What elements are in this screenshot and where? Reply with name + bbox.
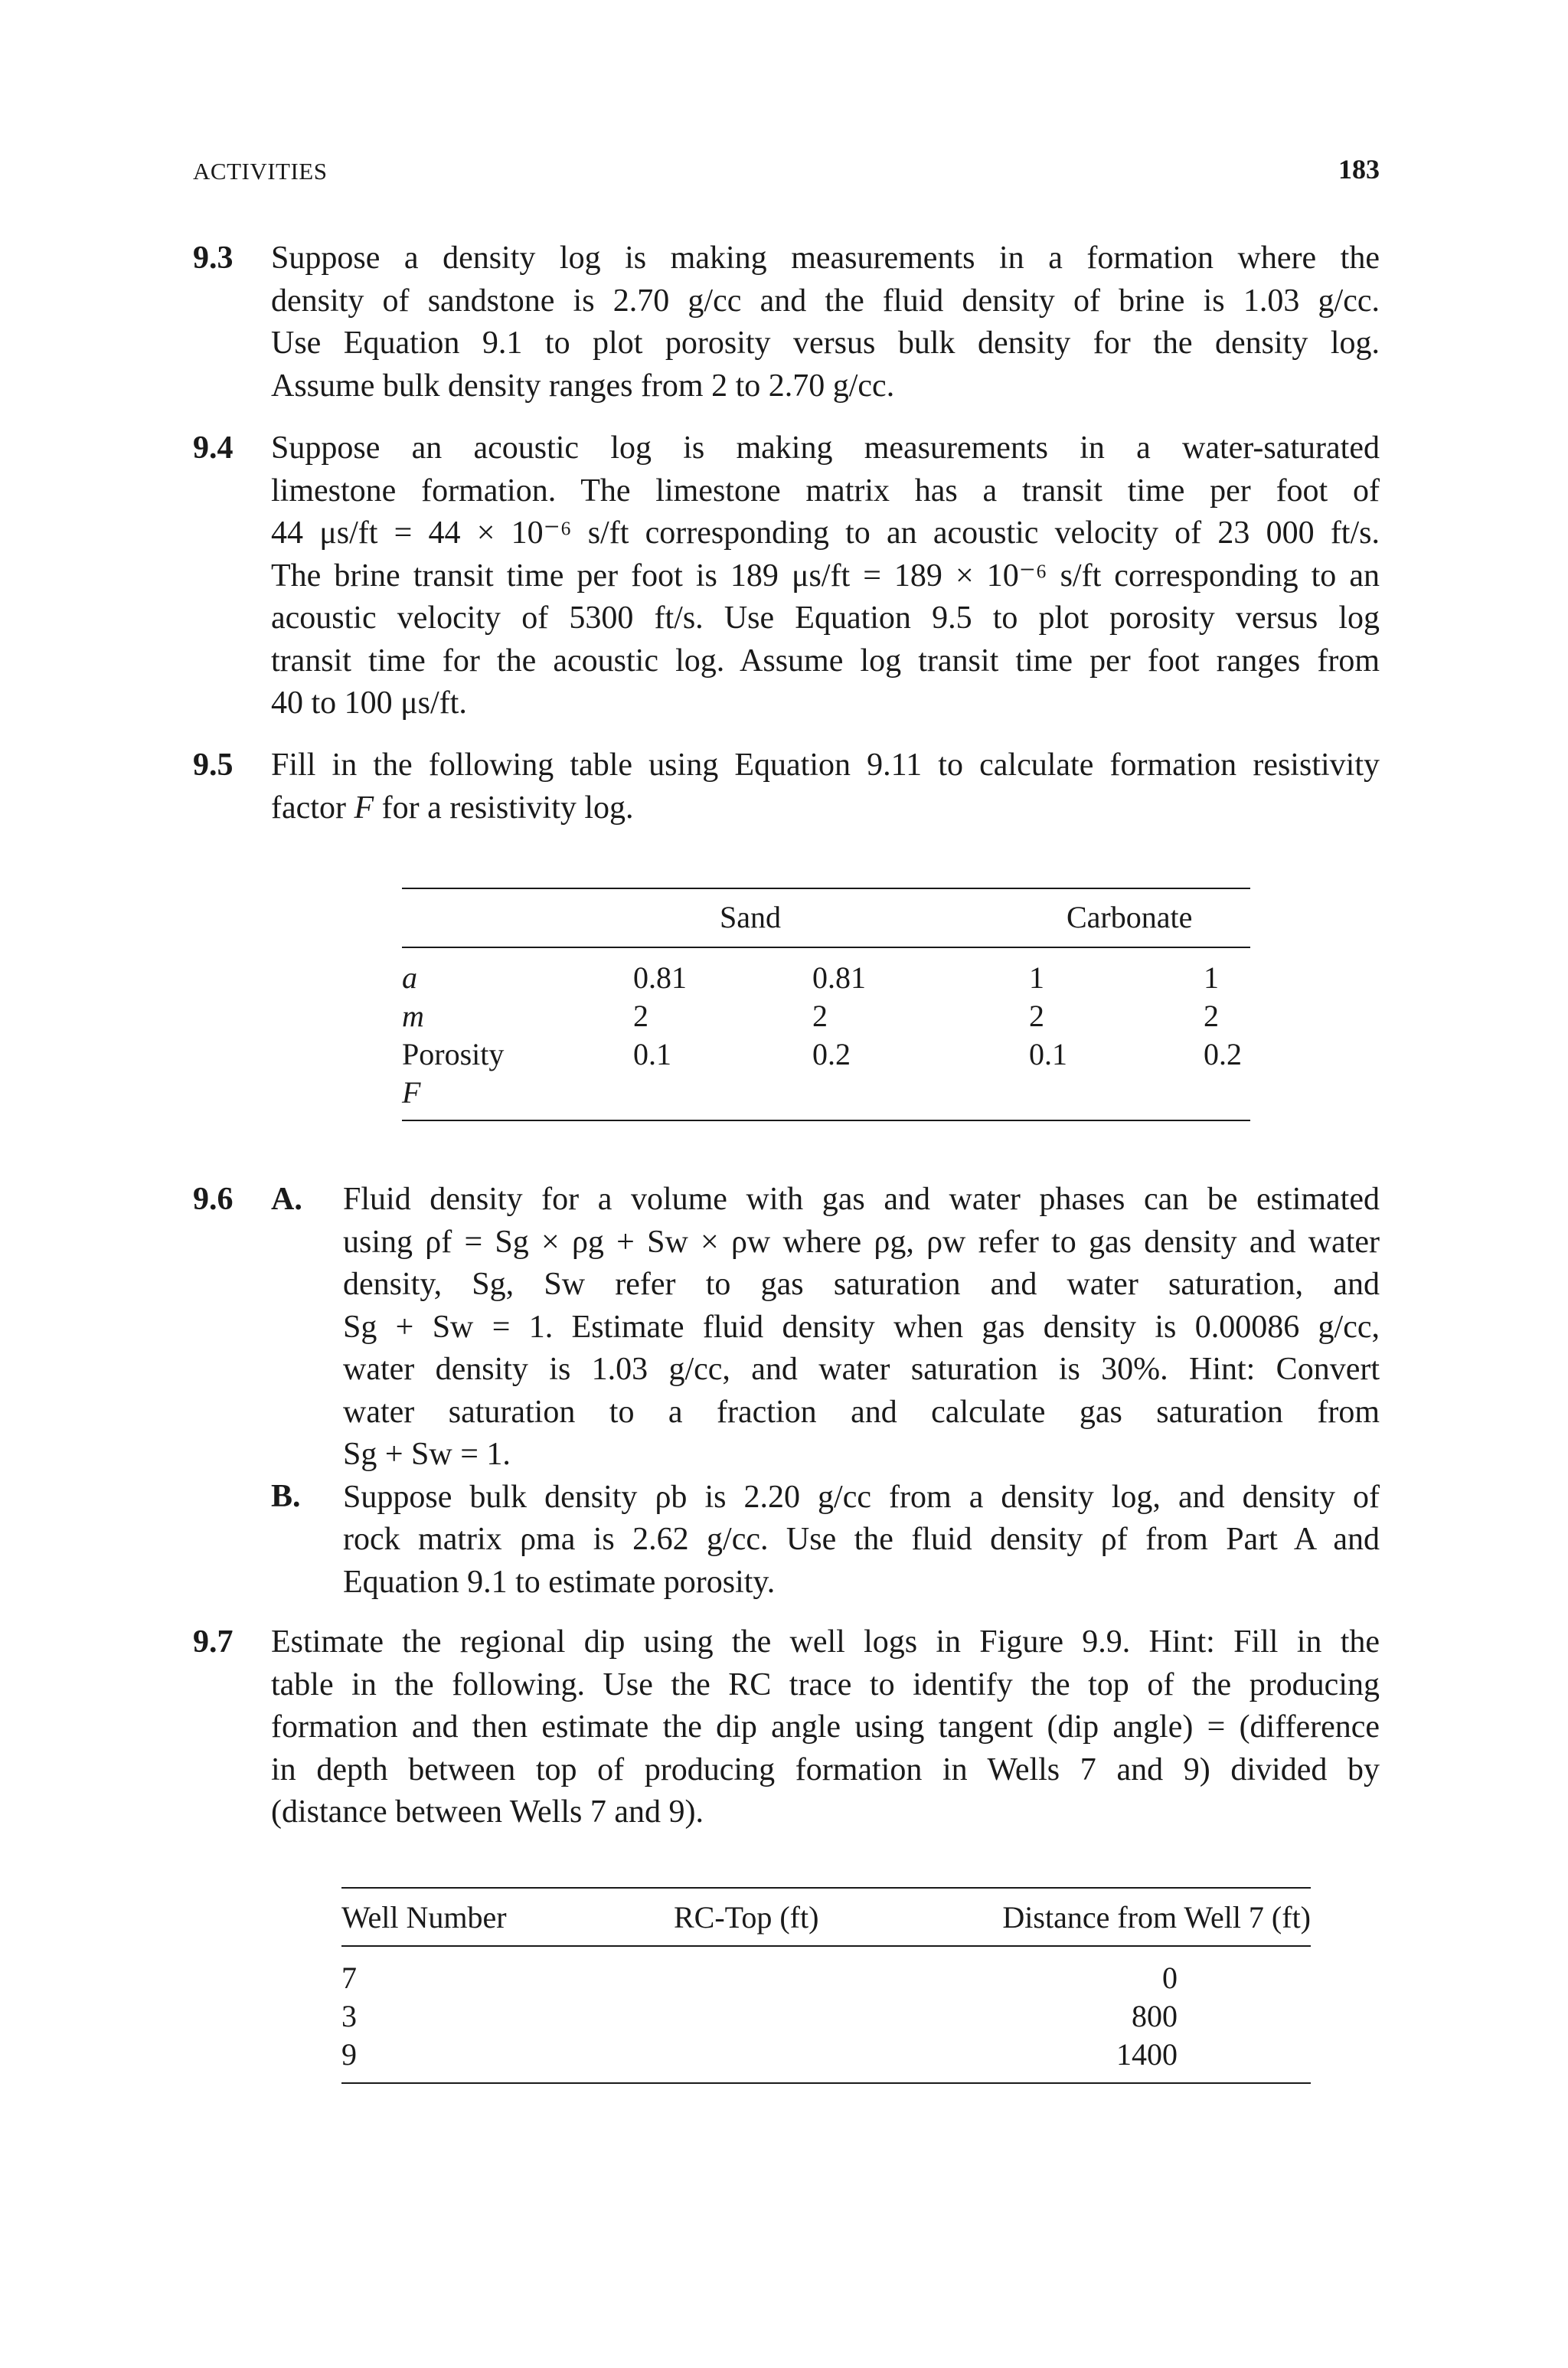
cell-distance: 0 xyxy=(1162,1961,1178,1995)
text-line: in depth between top of producing formation in Wells 7 and 9) divided by xyxy=(271,1751,1380,1787)
table-bottom-rule xyxy=(341,2082,1311,2084)
table-cell: 0.1 xyxy=(633,1037,671,1071)
table-header-rule xyxy=(341,1945,1311,1947)
table-cell: 1 xyxy=(1029,960,1044,995)
table-cell: 1 xyxy=(1204,960,1219,995)
table-cell: 0.81 xyxy=(812,960,866,995)
problem-9-3 xyxy=(193,237,1380,407)
text-line: acoustic velocity of 5300 ft/s. Use Equation 9.5 to plot porosity versus log xyxy=(271,600,1380,636)
text-line xyxy=(271,787,1380,830)
table-top-rule xyxy=(402,888,1250,889)
text-line: water saturation to a fraction and calculate gas saturation from xyxy=(343,1394,1380,1430)
cell-distance: 1400 xyxy=(1116,2037,1178,2072)
table-cell: 2 xyxy=(1029,999,1044,1033)
row-label: m xyxy=(402,999,424,1033)
row-label: F xyxy=(402,1075,421,1110)
row-label: a xyxy=(402,960,417,995)
table-cell: 0.2 xyxy=(1204,1037,1242,1071)
text-line: Sg + Sw = 1. Estimate fluid density when gas density is 0.00086 g/cc, xyxy=(343,1309,1380,1345)
text-line: Fill in the following table using Equation 9.11 to calculate formation resistivity xyxy=(271,747,1380,783)
text-line: Assume bulk density ranges from 2 to 2.70 g/cc. xyxy=(271,368,895,404)
group-header-sand: Sand xyxy=(720,900,781,934)
table-header-rule xyxy=(402,947,1250,948)
problem-text xyxy=(271,237,1380,407)
column-header-rc-top: RC-Top (ft) xyxy=(674,1900,819,1935)
text-line: transit time for the acoustic log. Assume log transit time per foot ranges from xyxy=(271,643,1380,679)
text-line: Suppose a density log is making measurements in a formation where the xyxy=(271,240,1380,276)
problem-number: 9.7 xyxy=(193,1624,234,1660)
text-line: Suppose bulk density ρb is 2.20 g/cc from a density log, and density of xyxy=(343,1479,1380,1515)
text-line: table in the following. Use the RC trace to identify the top of the producing xyxy=(271,1666,1380,1702)
problem-number: 9.4 xyxy=(193,430,234,466)
row-label: Porosity xyxy=(402,1037,505,1071)
cell-well-number: 3 xyxy=(341,1999,357,2033)
problem-text xyxy=(271,744,1380,829)
text-line: Sg + Sw = 1. xyxy=(343,1437,511,1472)
text-line: limestone formation. The limestone matrix has a transit time per foot of xyxy=(271,473,1380,509)
problem-number: 9.5 xyxy=(193,747,234,783)
column-header-well-number: Well Number xyxy=(341,1900,507,1935)
problem-text xyxy=(271,427,1380,725)
problem-number: 9.6 xyxy=(193,1182,234,1217)
problem-number: 9.3 xyxy=(193,240,234,276)
text-line: density of sandstone is 2.70 g/cc and the fluid density of brine is 1.03 g/cc. xyxy=(271,283,1380,319)
running-head xyxy=(193,153,1380,191)
text-line: using ρf = Sg × ρg + Sw × ρw where ρg, ρw refer to gas density and water xyxy=(343,1224,1380,1260)
problem-9-5 xyxy=(193,744,1380,829)
variable-f: F xyxy=(354,790,374,826)
text-line: Suppose an acoustic log is making measurements in a water-saturated xyxy=(271,430,1380,466)
text-line: The brine transit time per foot is 189 μs/ft = 189 × 10⁻⁶ s/ft corresponding to an xyxy=(271,558,1380,594)
part-b-text xyxy=(343,1477,1380,1604)
table-cell: 2 xyxy=(812,999,828,1033)
cell-well-number: 9 xyxy=(341,2037,357,2072)
text-line: rock matrix ρma is 2.62 g/cc. Use the fluid density ρf from Part A and xyxy=(343,1522,1380,1557)
problem-9-6 xyxy=(193,1179,1380,1604)
text-line: Equation 9.1 to estimate porosity. xyxy=(343,1564,776,1600)
group-header-carbonate: Carbonate xyxy=(1067,900,1193,934)
table-cell: 2 xyxy=(1204,999,1219,1033)
table-top-rule xyxy=(341,1887,1311,1889)
part-b-label: B. xyxy=(271,1479,301,1514)
problem-text xyxy=(271,1621,1380,1834)
column-header-distance: Distance from Well 7 (ft) xyxy=(1002,1900,1311,1935)
table-cell: 0.81 xyxy=(633,960,687,995)
text-line: (distance between Wells 7 and 9). xyxy=(271,1794,704,1830)
problem-9-7 xyxy=(193,1621,1380,1834)
problem-9-4 xyxy=(193,427,1380,725)
text-line: density, Sg, Sw refer to gas saturation and water saturation, and xyxy=(343,1267,1380,1302)
part-a-text xyxy=(343,1179,1380,1477)
page-number: 183 xyxy=(1338,154,1380,185)
cell-distance: 800 xyxy=(1132,1999,1178,2033)
table-cell: 0.2 xyxy=(812,1037,851,1071)
text-line: water density is 1.03 g/cc, and water saturation is 30%. Hint: Convert xyxy=(343,1352,1380,1387)
part-a-label: A. xyxy=(271,1182,302,1217)
table-cell: 0.1 xyxy=(1029,1037,1067,1071)
text-line: Fluid density for a volume with gas and water phases can be estimated xyxy=(343,1182,1380,1217)
text-line: Estimate the regional dip using the well logs in Figure 9.9. Hint: Fill in the xyxy=(271,1624,1380,1660)
text-line: Use Equation 9.1 to plot porosity versus bulk density for the density log. xyxy=(271,325,1380,361)
section-title: ACTIVITIES xyxy=(193,158,328,185)
cell-well-number: 7 xyxy=(341,1961,357,1995)
text-line: 44 μs/ft = 44 × 10⁻⁶ s/ft corresponding to an acoustic velocity of 23 000 ft/s. xyxy=(271,515,1380,551)
table-bottom-rule xyxy=(402,1120,1250,1121)
text-line: formation and then estimate the dip angle using tangent (dip angle) = (difference xyxy=(271,1709,1380,1745)
text-fragment: for a resistivity log. xyxy=(374,790,634,826)
text-fragment: factor xyxy=(271,790,354,826)
table-cell: 2 xyxy=(633,999,648,1033)
text-line: 40 to 100 μs/ft. xyxy=(271,685,467,721)
